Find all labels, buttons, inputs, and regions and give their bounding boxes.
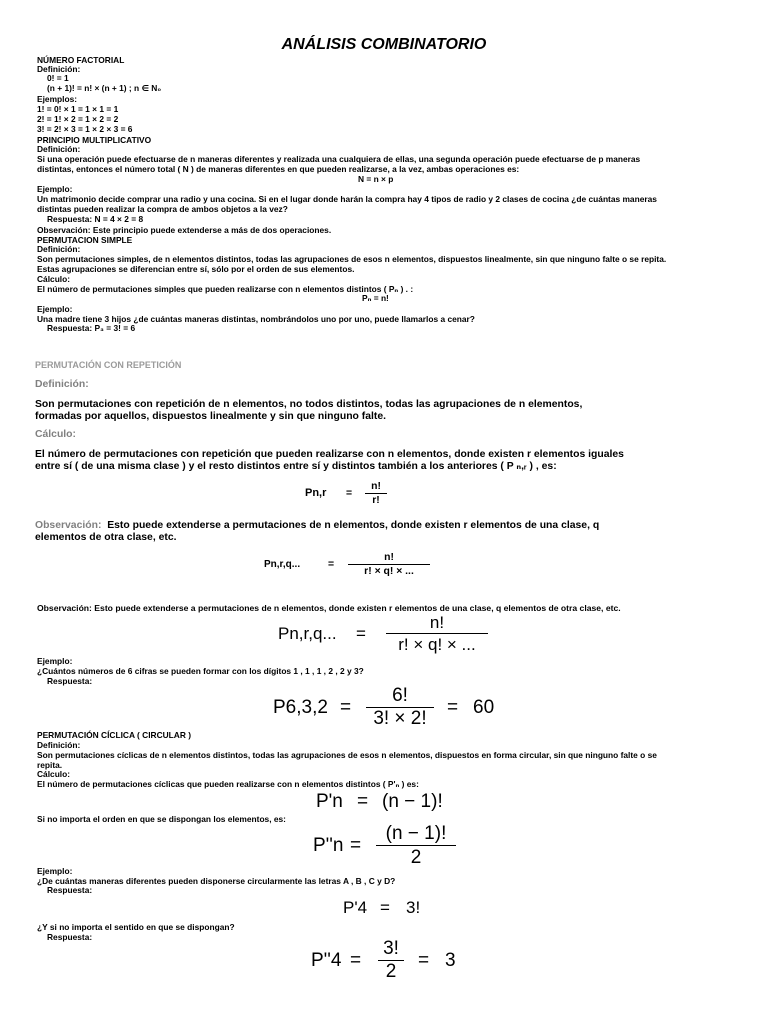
repeticion-f3-fraction xyxy=(386,612,488,655)
repeticion-f1-lhs: Pn,r xyxy=(305,487,327,499)
simple-formula: Pₙ = n! xyxy=(362,293,389,303)
ciclica-def-label: Definición: xyxy=(37,740,81,750)
repeticion-calc-line2: entre sí ( de una misma clase ) y el resto distintos entre sí y distintos también a los anteriores ( P ₙ,ᵣ ) , es: xyxy=(35,461,557,472)
ciclica-ex-line: ¿De cuántas maneras diferentes pueden disponerse circularmente las letras A , B , C y D? xyxy=(37,876,396,886)
repeticion-f4-num: 6! xyxy=(392,685,408,706)
repeticion-obs1-label: Observación: xyxy=(35,520,102,531)
repeticion-obs1-line2: elementos de otra clase, etc. xyxy=(35,532,177,543)
repeticion-def-label: Definición: xyxy=(35,379,89,390)
factorial-examples-label: Ejemplos: xyxy=(37,94,78,104)
multiplicativo-def-label: Definición: xyxy=(37,144,81,154)
factorial-def2: (n + 1)! = n! × (n + 1) ; n ∈ N₀ xyxy=(47,83,162,93)
simple-def-label: Definición: xyxy=(37,244,81,254)
simple-ex-line: Una madre tiene 3 hijos ¿de cuántas maneras distintas, nombrándolos uno por uno, puede llamarlos a cenar? xyxy=(37,314,475,324)
multiplicativo-heading: PRINCIPIO MULTIPLICATIVO xyxy=(37,135,152,145)
repeticion-f1-den: r! xyxy=(372,495,380,506)
factorial-ex2: 2! = 1! × 2 = 1 × 2 = 2 xyxy=(37,114,119,124)
ciclica-answer-label2: Respuesta: xyxy=(47,932,93,942)
simple-def-line1: Son permutaciones simples, de n elementos distintos, todas las agrupaciones de esos n elementos, dispuestos linealmente, sin que ninguno falte o se repita. xyxy=(37,254,667,264)
repeticion-f3-num: n! xyxy=(429,613,445,632)
repeticion-answer-label: Respuesta: xyxy=(47,676,93,686)
repeticion-def-line2: formadas por aquellos, dispuestos linealmente y sin que ninguno falte. xyxy=(35,411,387,422)
repeticion-f3-equals: = xyxy=(356,624,366,643)
repeticion-f2-num: n! xyxy=(384,552,394,563)
ciclica-f1-equals: = xyxy=(357,791,369,812)
ciclica-f2-lhs: P''n xyxy=(313,835,344,856)
ciclica-f4-lhs: P''4 xyxy=(311,950,342,971)
factorial-ex1: 1! = 0! × 1 = 1 × 1 = 1 xyxy=(37,104,119,114)
ciclica-f4-den: 2 xyxy=(385,961,397,982)
repeticion-calc-line1: El número de permutaciones con repetición que pueden realizarse con n elementos, donde existen r elementos iguales xyxy=(35,449,624,460)
simple-def-line2: Estas agrupaciones se diferencian entre sí, sólo por el orden de sus elementos. xyxy=(37,264,355,274)
repeticion-f4-den: 3! × 2! xyxy=(373,708,427,729)
ciclica-f4-equals2: = xyxy=(418,950,430,971)
ciclica-f1-rhs: (n − 1)! xyxy=(382,791,443,812)
simple-calc-line: El número de permutaciones simples que pueden realizarse con n elementos distintos ( Pₙ ) . : xyxy=(37,284,414,294)
ciclica-heading: PERMUTACIÓN CÍCLICA ( CIRCULAR ) xyxy=(37,730,191,740)
repeticion-ex-line: ¿Cuántos números de 6 cifras se pueden formar con los dígitos 1 , 1 , 1 , 2 , 2 y 3? xyxy=(37,666,364,676)
repeticion-f1-equals: = xyxy=(346,488,353,499)
repeticion-obs1-text: Esto puede extenderse a permutaciones de n elementos, donde existen r elementos de una clase, q xyxy=(107,520,600,531)
repeticion-f2-lhs: Pn,r,q... xyxy=(264,559,301,570)
ciclica-f3-rhs: 3! xyxy=(406,898,421,917)
repeticion-f4-lhs: P6,3,2 xyxy=(273,697,328,718)
repeticion-f1-fraction xyxy=(365,480,387,507)
repeticion-f4-equals2: = xyxy=(447,697,459,718)
page-title: ANÁLISIS COMBINATORIO xyxy=(281,36,487,53)
ciclica-f2-den: 2 xyxy=(410,847,422,868)
multiplicativo-def-line1: Si una operación puede efectuarse de n maneras diferentes y realizada una cualquiera de ellas, una segunda operación puede efectuarse de p maneras xyxy=(37,154,641,164)
multiplicativo-answer: Respuesta: N = 4 × 2 = 8 xyxy=(47,214,144,224)
repeticion-f2-equals: = xyxy=(328,559,335,570)
ciclica-answer-label: Respuesta: xyxy=(47,885,93,895)
factorial-def1: 0! = 1 xyxy=(47,73,69,83)
ciclica-f2-equals: = xyxy=(350,835,362,856)
repeticion-f3-lhs: Pn,r,q... xyxy=(278,624,337,643)
repeticion-f3-den: r! × q! × ... xyxy=(398,635,476,654)
repeticion-def-line1: Son permutaciones con repetición de n elementos, no todos distintos, todas las agrupaciones de n elementos, xyxy=(35,399,583,410)
multiplicativo-example-label: Ejemplo: xyxy=(37,184,73,194)
repeticion-f4-fraction xyxy=(366,685,434,730)
ciclica-f4-result: 3 xyxy=(445,950,456,971)
simple-heading: PERMUTACION SIMPLE xyxy=(37,235,133,245)
multiplicativo-def-line2: distintas, entonces el número total ( N ) de maneras diferentes en que pueden realizarse, a la vez, ambas operaciones es: xyxy=(37,164,520,174)
ciclica-f4-equals: = xyxy=(350,950,362,971)
ciclica-f3-lhs: P'4 xyxy=(343,898,368,917)
ciclica-calc-label: Cálculo: xyxy=(37,769,71,779)
simple-example-label: Ejemplo: xyxy=(37,304,73,314)
repeticion-calc-label: Cálculo: xyxy=(35,429,76,440)
multiplicativo-ex-line2: distintas pueden realizar la compra de ambos objetos a la vez? xyxy=(37,204,288,214)
factorial-def-label: Definición: xyxy=(37,64,81,74)
ciclica-f4-fraction xyxy=(378,938,404,983)
ciclica-def-line2: repita. xyxy=(37,760,63,770)
ciclica-example-label: Ejemplo: xyxy=(37,866,73,876)
repeticion-f2-fraction xyxy=(348,551,430,578)
ciclica-def-line1: Son permutaciones cíclicas de n elementos distintos, todas las agrupaciones de esos n elementos, dispuestos en forma circular, sin que ninguno falte o se xyxy=(37,750,657,760)
ciclica-f4-num: 3! xyxy=(383,938,399,959)
repeticion-f4-equals: = xyxy=(340,697,352,718)
ciclica-q2: ¿Y si no importa el sentido en que se dispongan? xyxy=(37,922,235,932)
multiplicativo-ex-line1: Un matrimonio decide comprar una radio y una cocina. Si en el lugar donde harán la compra hay 4 tipos de radio y 2 clases de cocina ¿de cuántas maneras xyxy=(37,194,657,204)
repeticion-example-label: Ejemplo: xyxy=(37,656,73,666)
ciclica-f2-num: (n − 1)! xyxy=(385,823,447,844)
ciclica-f1-lhs: P'n xyxy=(316,791,343,812)
multiplicativo-obs: Observación: Este principio puede extenderse a más de dos operaciones. xyxy=(37,225,332,235)
repeticion-f1-num: n! xyxy=(371,481,381,492)
simple-answer: Respuesta: P₃ = 3! = 6 xyxy=(47,323,136,333)
ciclica-no-order: Si no importa el orden en que se dispongan los elementos, es: xyxy=(37,814,286,824)
repeticion-obs2: Observación: Esto puede extenderse a permutaciones de n elementos, donde existen r elementos de una clase, q elementos de otra clase, etc. xyxy=(37,603,621,613)
factorial-ex3: 3! = 2! × 3 = 1 × 2 × 3 = 6 xyxy=(37,124,133,134)
repeticion-f4-result: 60 xyxy=(473,697,495,718)
ciclica-f2-fraction xyxy=(376,822,456,869)
ciclica-f3-equals: = xyxy=(380,898,390,917)
repeticion-heading: PERMUTACIÓN CON REPETICIÓN xyxy=(35,360,182,370)
repeticion-f2-den: r! × q! × ... xyxy=(364,566,414,577)
ciclica-calc-line: El número de permutaciones cíclicas que pueden realizarse con n elementos distintos ( P'ₙ ) es: xyxy=(37,779,419,789)
simple-calc-label: Cálculo: xyxy=(37,274,71,284)
multiplicativo-formula: N = n × p xyxy=(358,174,394,184)
factorial-heading: NÚMERO FACTORIAL xyxy=(37,55,125,65)
